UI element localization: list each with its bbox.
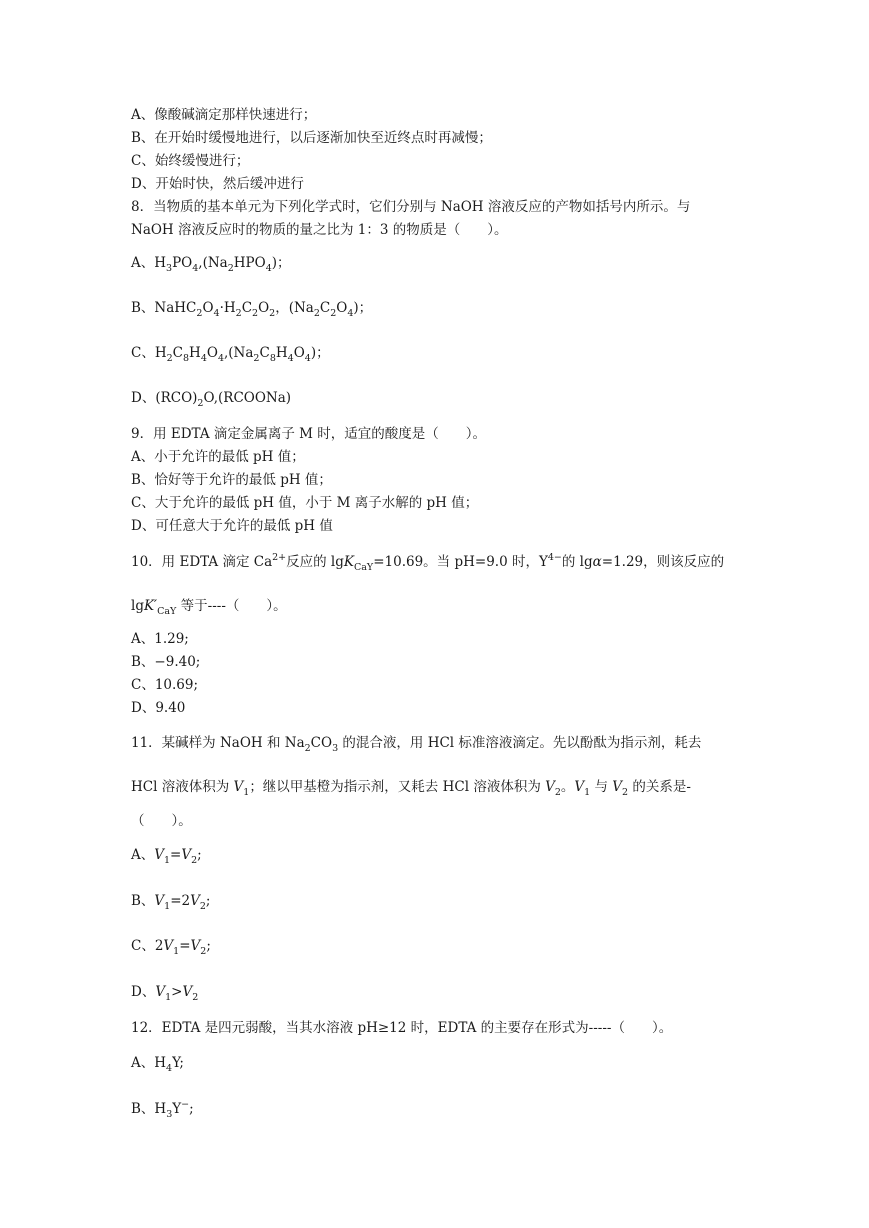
q8-option-d: D、$(RCO)_2O,(RCOONa)$	[131, 390, 292, 409]
q10-stem-line1: 10．用 EDTA 滴定 $Ca^{2+}$反应的 lgK$_{CaY}$=10.69。当 pH=9.0 时，$Y^{4-}$的 lgα=1.29，则该反应的	[131, 552, 725, 573]
q10-stem-line2: $\lg K'_{CaY}$ 等于----（ ）。	[131, 598, 287, 617]
q11-stem-line3: （ ）。	[131, 813, 192, 829]
q8-option-b: B、$NaHC_2O_4\cdot H_2C_2O_2$，$(Na_2C_2O_4)$；	[131, 300, 373, 319]
q12-stem: 12．EDTA 是四元弱酸，当其水溶液 pH≥12 时，EDTA 的主要存在形式为-----（ ）。	[131, 1020, 673, 1036]
q10-option-b: B、−9.40;	[131, 654, 201, 670]
q9-option-c: C、大于允许的最低 pH 值，小于 M 离子水解的 pH 值；	[131, 495, 479, 511]
q11-option-b: B、$V_1=2V_2$;	[131, 893, 211, 912]
q8-option-a: A、$H_3PO_4,(Na_2HPO_4)$；	[131, 255, 291, 274]
q9-stem: 9．用 EDTA 滴定金属离子 M 时，适宜的酸度是（ ）。	[131, 426, 487, 442]
q11-option-d: D、$V_1>V_2$	[131, 984, 199, 1003]
q11-stem-line1: 11．某碱样为 NaOH 和 $Na_2CO_3$ 的混合液，用 HCl 标准溶液滴定。先以酚酞为指示剂，耗去	[131, 735, 702, 754]
prev-option-a: A、像酸碱滴定那样快速进行；	[131, 107, 317, 123]
q8-stem-line1: 8．当物质的基本单元为下列化学式时，它们分别与 NaOH 溶液反应的产物如括号内所示。与	[131, 199, 691, 215]
q9-option-b: B、恰好等于允许的最低 pH 值；	[131, 472, 332, 488]
q12-option-b: B、$H_3Y^-$;	[131, 1099, 194, 1120]
prev-option-b: B、在开始时缓慢地进行，以后逐渐加快至近终点时再减慢；	[131, 130, 492, 146]
q8-option-c: C、$H_2C_8H_4O_4,(Na_2C_8H_4O_4)$；	[131, 345, 330, 364]
q10-option-d: D、9.40	[131, 700, 186, 716]
prev-option-c: C、始终缓慢进行；	[131, 153, 250, 169]
q10-option-c: C、10.69;	[131, 677, 199, 693]
q9-option-a: A、小于允许的最低 pH 值；	[131, 449, 305, 465]
q8-stem-line2: NaOH 溶液反应时的物质的量之比为 1：3 的物质是（ ）。	[131, 222, 508, 238]
q11-option-c: C、$2V_1=V_2$;	[131, 938, 211, 957]
q11-option-a: A、$V_1=V_2$;	[131, 847, 202, 866]
prev-option-d: D、开始时快，然后缓冲进行	[131, 176, 304, 192]
q10-option-a: A、1.29;	[131, 631, 189, 647]
q11-stem-line2: HCl 溶液体积为 $V_1$；继以甲基橙为指示剂，又耗去 HCl 溶液体积为 $V_2$。$V_1$ 与 $V_2$ 的关系是-	[131, 779, 691, 798]
q12-option-a: A、$H_4Y$;	[131, 1055, 184, 1074]
q9-option-d: D、可任意大于允许的最低 pH 值	[131, 518, 333, 534]
